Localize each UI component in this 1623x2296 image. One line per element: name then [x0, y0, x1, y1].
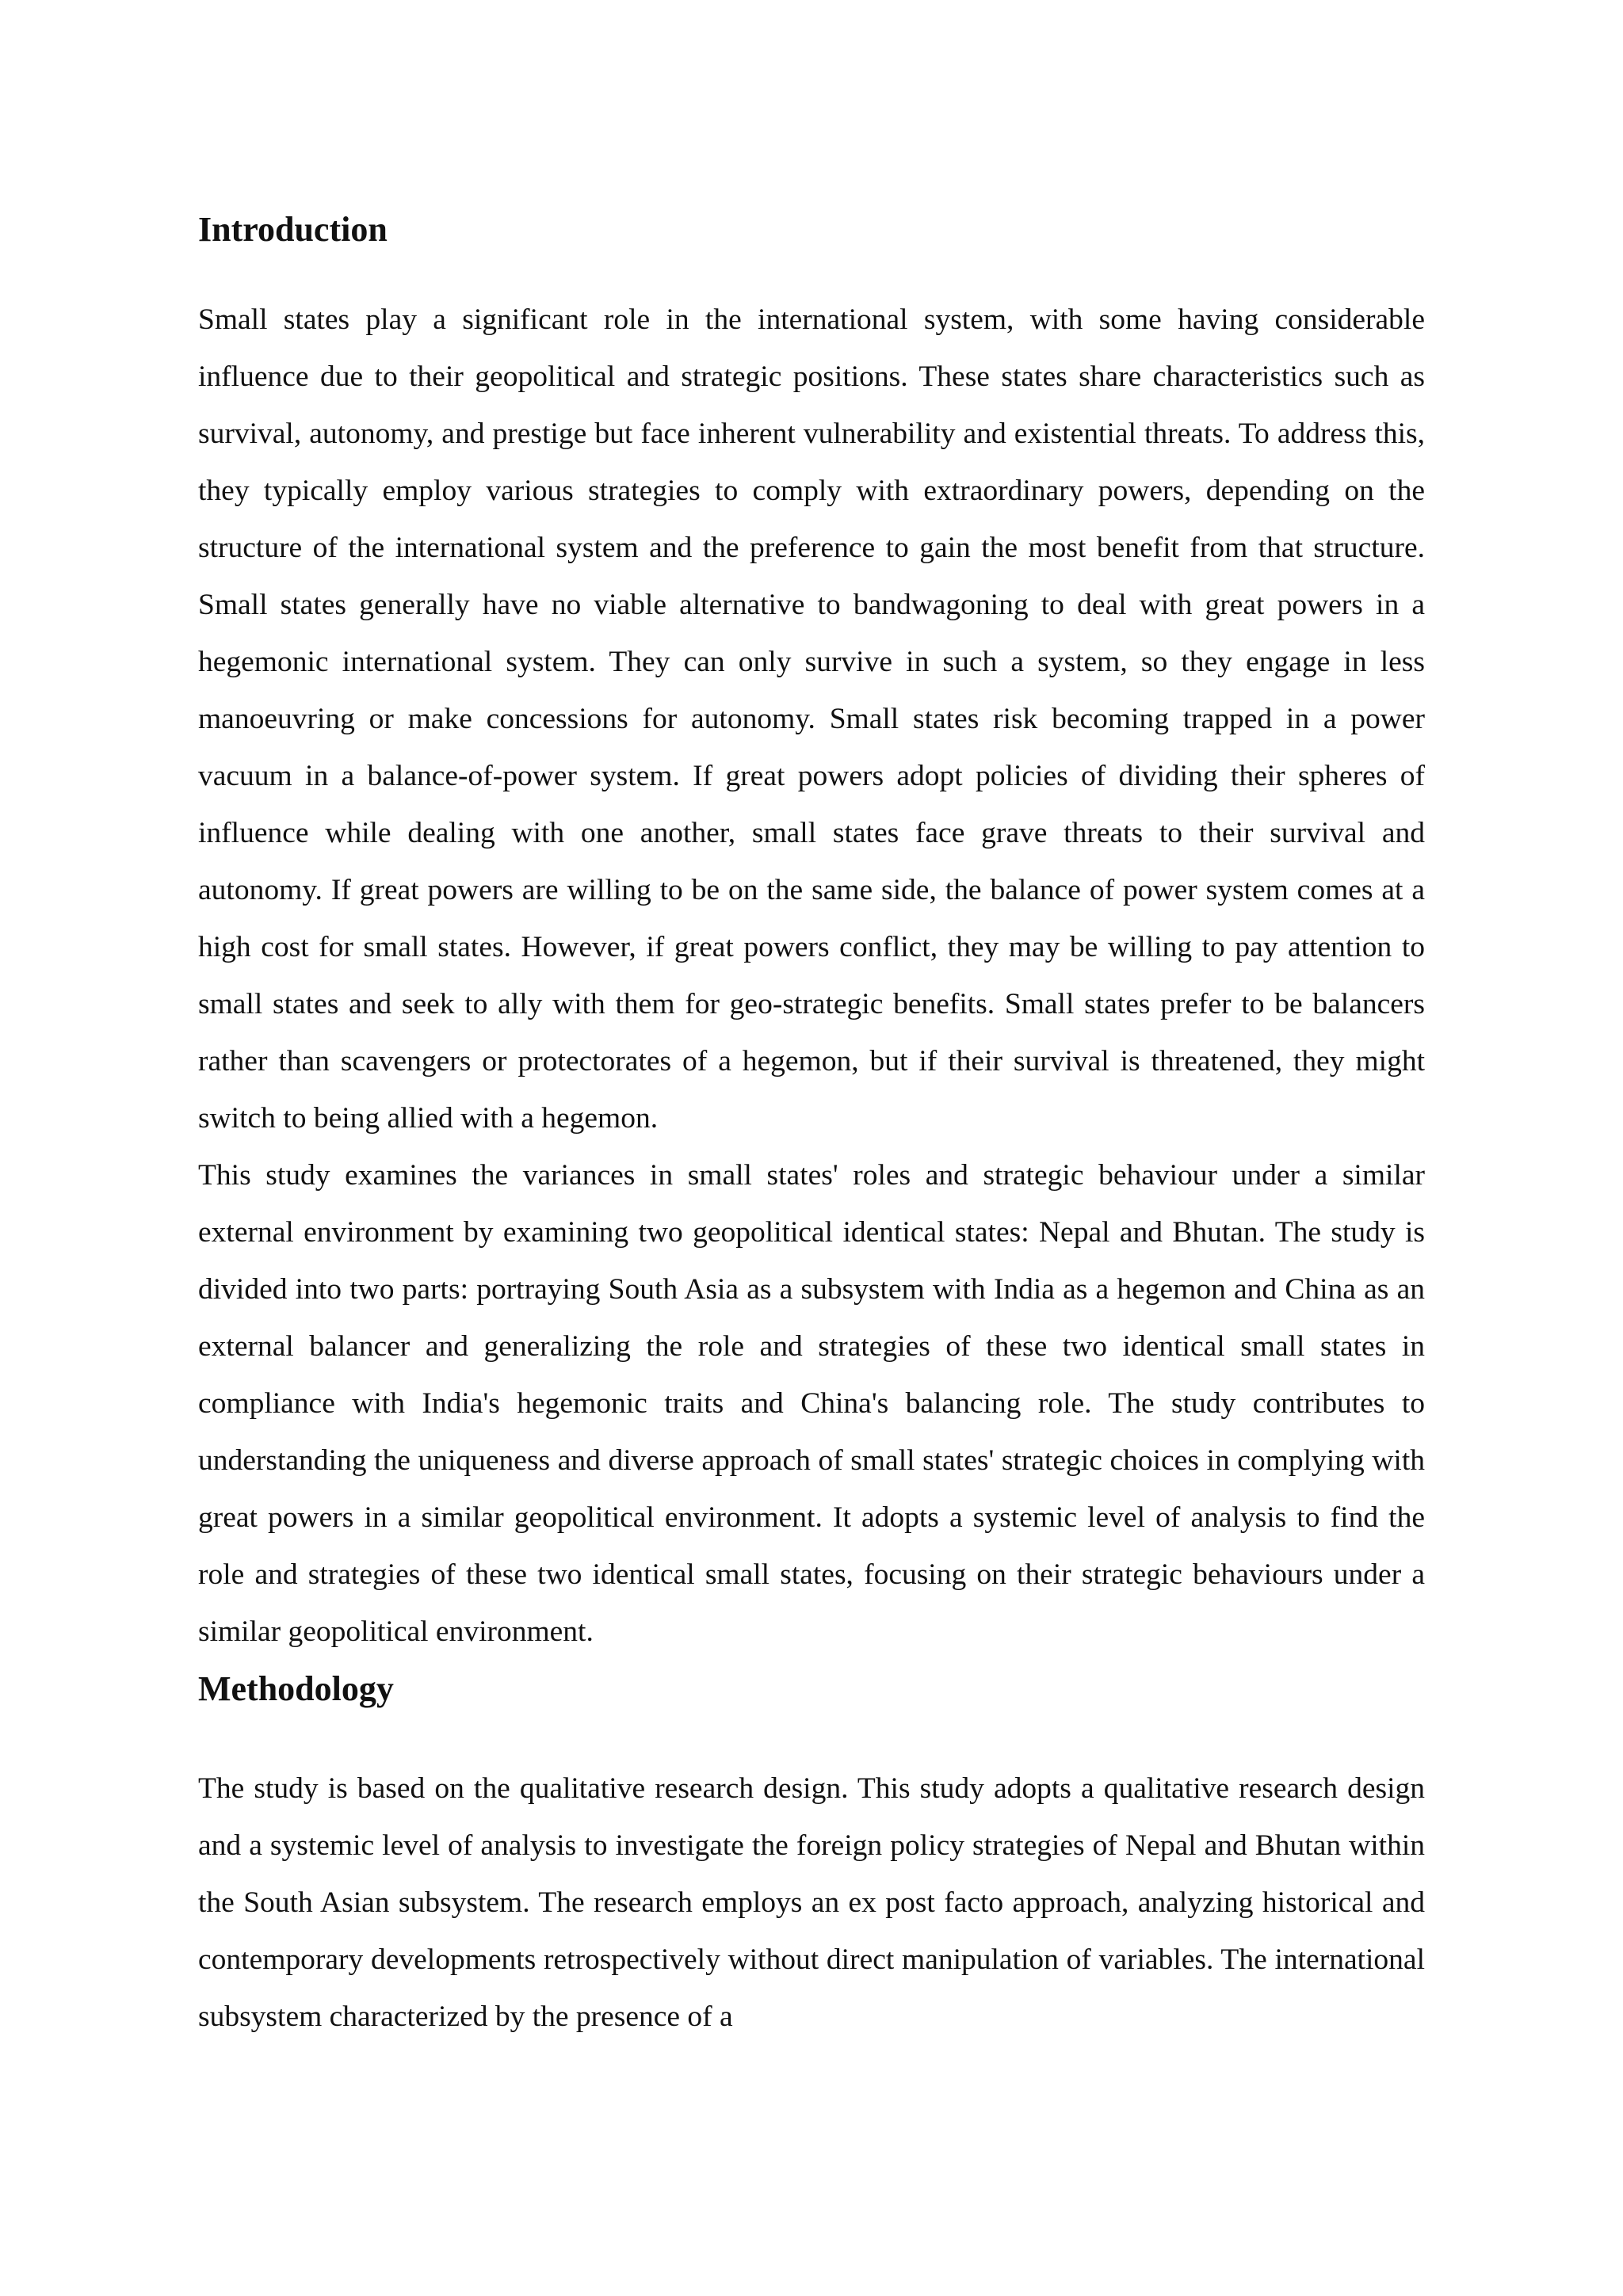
- section-heading-methodology: Methodology: [198, 1669, 394, 1708]
- methodology-paragraph-1: The study is based on the qualitative research design. This study adopts a qualitative research design and a systemic level of analysis to investigate the foreign policy strategies of Nepal and Bhutan within the South Asian subsystem. The research employs an ex post facto approach, analyzing historical and contemporary developments retrospectively without direct manipulation of variables. The international subsystem characterized by the presence of a: [198, 1772, 1425, 2033]
- page-content: [198, 206, 1425, 2046]
- introduction-paragraph-2: This study examines the variances in small states' roles and strategic behaviour under a similar external environment by examining two geopolitical identical states: Nepal and Bhutan. The study is divided into two parts: portraying South Asia as a subsystem with India as a hegemon and China as an external balancer and generalizing the role and strategies of these two identical small states in compliance with India's hegemonic traits and China's balancing role. The study contributes to understanding the uniqueness and diverse approach of small states' strategic choices in complying with great powers in a similar geopolitical environment. It adopts a systemic level of analysis to find the role and strategies of these two identical small states, focusing on their strategic behaviours under a similar geopolitical environment.: [198, 1159, 1425, 1648]
- section-heading-introduction: Introduction: [198, 210, 388, 249]
- introduction-paragraph-1: Small states play a significant role in the international system, with some having considerable influence due to their geopolitical and strategic positions. These states share characteristics such as survival, autonomy, and prestige but face inherent vulnerability and existential threats. To address this, they typically employ various strategies to comply with extraordinary powers, depending on the structure of the international system and the preference to gain the most benefit from that structure. Small states generally have no viable alternative to bandwagoning to deal with great powers in a hegemonic international system. They can only survive in such a system, so they engage in less manoeuvring or make concessions for autonomy. Small states risk becoming trapped in a power vacuum in a balance-of-power system. If great powers adopt policies of dividing their spheres of influence while dealing with one another, small states face grave threats to their survival and autonomy. If great powers are willing to be on the same side, the balance of power system comes at a high cost for small states. However, if great powers conflict, they may be willing to pay attention to small states and seek to ally with them for geo-strategic benefits. Small states prefer to be balancers rather than scavengers or protectorates of a hegemon, but if their survival is threatened, they might switch to being allied with a hegemon.: [198, 303, 1425, 1135]
